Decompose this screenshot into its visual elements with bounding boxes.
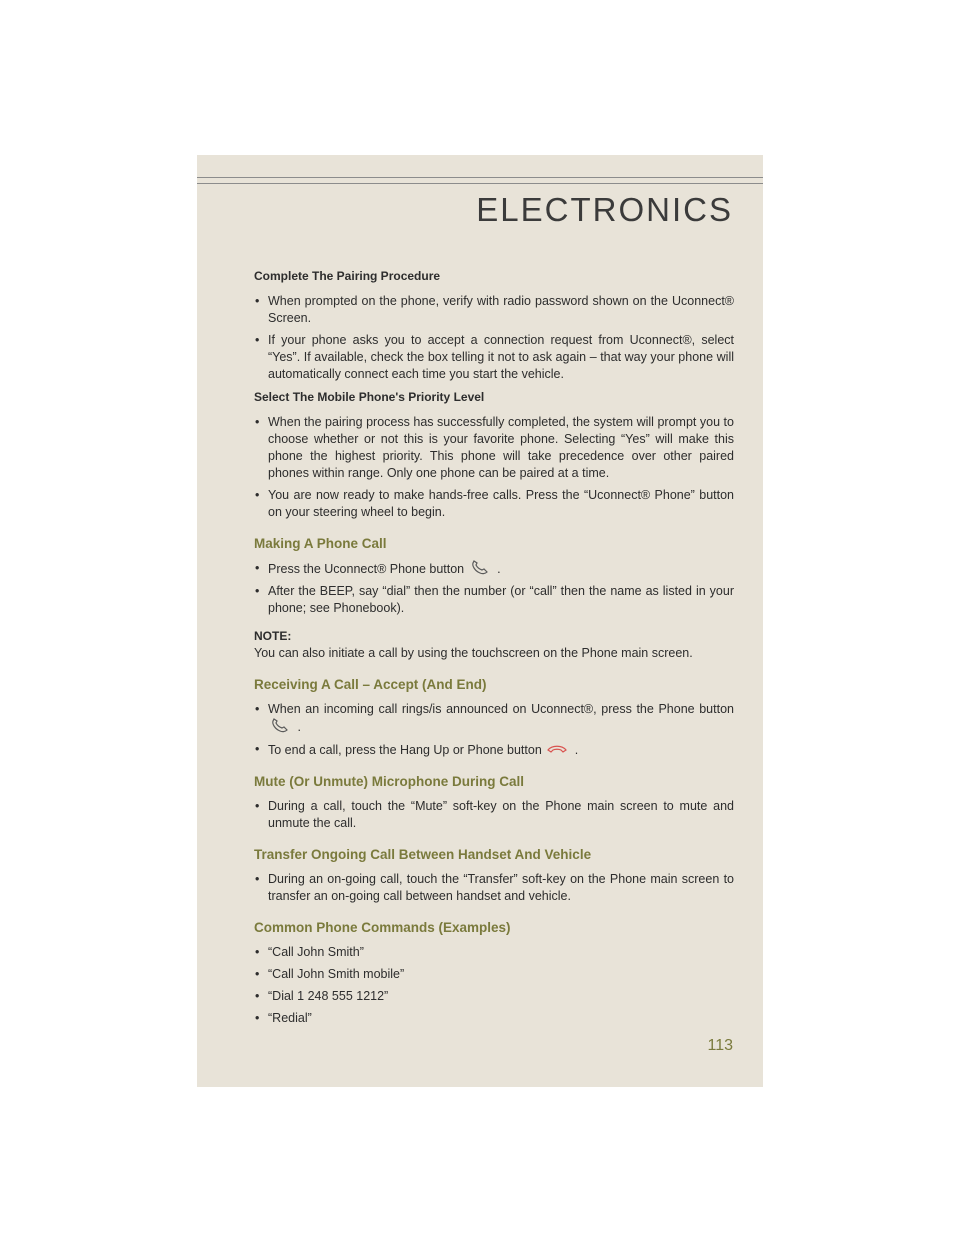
receiving-call-list [254, 701, 734, 759]
note-text: You can also initiate a call by using the touchscreen on the Phone main screen. [254, 646, 693, 660]
list-item: • You are now ready to make hands-free calls. Press the “Uconnect® Phone” button on your steering wheel to begin. [254, 487, 734, 521]
mute-heading: Mute (Or Unmute) Microphone During Call [254, 774, 524, 789]
list-item-text: Press the Uconnect® Phone button [268, 562, 465, 576]
list-item [254, 701, 734, 736]
list-item: • “Redial” [254, 1010, 734, 1027]
manual-page [197, 155, 763, 1087]
list-item-text: . [497, 562, 501, 576]
mute-list [254, 798, 734, 832]
list-item-text: . [574, 743, 579, 757]
making-call-list [254, 560, 734, 617]
header-rule [197, 177, 763, 184]
page-number: 113 [707, 1037, 733, 1054]
list-item: • “Call John Smith” [254, 944, 734, 961]
pairing-heading: Complete The Pairing Procedure [254, 269, 441, 283]
list-item-text: . [297, 720, 301, 734]
note-label: NOTE: [254, 629, 292, 643]
transfer-heading: Transfer Ongoing Call Between Handset And Vehicle [254, 847, 592, 862]
commands-heading: Common Phone Commands (Examples) [254, 920, 511, 935]
making-call-heading: Making A Phone Call [254, 536, 387, 551]
transfer-list [254, 871, 734, 905]
phone-icon [268, 718, 294, 734]
phone-icon [468, 560, 494, 576]
priority-list [254, 414, 734, 521]
receiving-call-heading: Receiving A Call – Accept (And End) [254, 677, 487, 692]
list-item: • “Call John Smith mobile” [254, 966, 734, 983]
list-item: • When the pairing process has successfully completed, the system will prompt you to choose whether or not this is your favorite phone. Selecting “Yes” will make this phone the highest priority. This phone will take precedence over other paired phones within range. Only one phone can be paired at a time. [254, 414, 734, 482]
list-item: • After the BEEP, say “dial” then the number (or “call” then the name as listed in your phone; see Phonebook). [254, 583, 734, 617]
list-item-text: When an incoming call rings/is announced on Uconnect®, press the Phone button [268, 702, 734, 716]
list-item: • During an on-going call, touch the “Transfer” soft-key on the Phone main screen to transfer an on-going call between handset and vehicle. [254, 871, 734, 905]
list-item [254, 560, 734, 578]
pairing-list [254, 293, 734, 383]
list-item-text: To end a call, press the Hang Up or Phone button [268, 743, 542, 757]
list-item: • If your phone asks you to accept a connection request from Uconnect®, select “Yes”. If available, check the box telling it not to ask again – that way your phone will automatically connect each time you start the vehicle. [254, 332, 734, 383]
list-item: • “Dial 1 248 555 1212” [254, 988, 734, 1005]
hang-up-icon [545, 741, 571, 757]
page-content [254, 268, 734, 1033]
commands-list [254, 944, 734, 1027]
list-item [254, 741, 734, 759]
list-item: • During a call, touch the “Mute” soft-key on the Phone main screen to mute and unmute the call. [254, 798, 734, 832]
list-item: • When prompted on the phone, verify with radio password shown on the Uconnect® Screen. [254, 293, 734, 327]
priority-heading: Select The Mobile Phone's Priority Level [254, 390, 485, 404]
section-title: ELECTRONICS [476, 191, 733, 228]
